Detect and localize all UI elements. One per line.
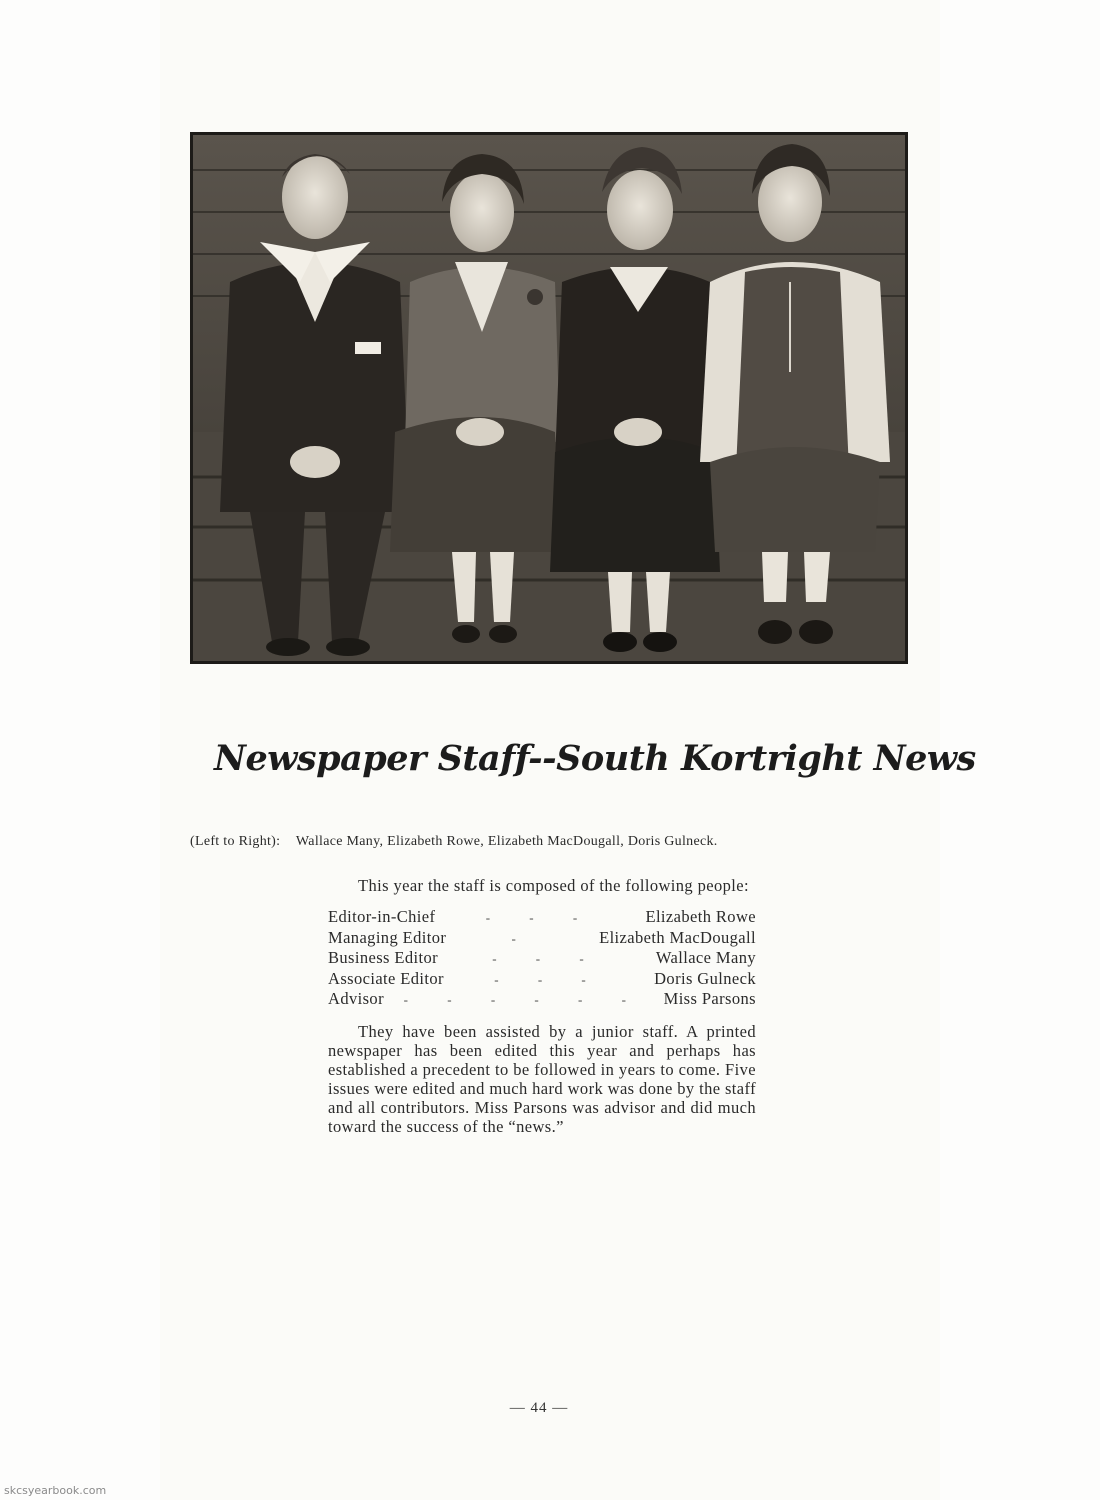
- site-watermark: skcsyearbook.com: [4, 1484, 107, 1497]
- group-photo-illustration: [190, 132, 908, 664]
- staff-group-photo: [190, 132, 908, 664]
- body-paragraph: They have been assisted by a junior staff. A printed newspaper has been edited this year and perhaps has established a precedent to be followed in years to come. Five issues were edited and much hard work was done by the staff and all contributors. Miss Parsons was advisor and did much toward the success of the “news.”: [328, 1021, 756, 1136]
- staff-row: [328, 907, 756, 928]
- photo-caption: [190, 834, 880, 850]
- staff-name: Elizabeth MacDougall: [599, 927, 756, 947]
- caption-lead: (Left to Right):: [190, 834, 281, 849]
- staff-role: Editor-in-Chief: [328, 907, 436, 926]
- staff-role: Advisor: [328, 989, 384, 1008]
- leader-dashes: ‐ ‐ ‐ ‐ ‐ ‐: [403, 992, 644, 1007]
- staff-name: Doris Gulneck: [654, 968, 756, 988]
- page-number: — 44 —: [509, 1400, 569, 1416]
- staff-name: Elizabeth Rowe: [645, 907, 756, 926]
- staff-name: Wallace Many: [655, 948, 756, 967]
- staff-role: Managing Editor: [328, 927, 447, 947]
- article-headline: Newspaper Staff--South Kortright News: [214, 738, 976, 779]
- staff-list: [328, 907, 756, 1010]
- article-body: [328, 876, 756, 1136]
- leader-dashes: ‐ ‐ ‐: [492, 951, 602, 966]
- staff-role: Associate Editor: [328, 968, 444, 988]
- leader-dashes: ‐: [511, 930, 534, 946]
- staff-row: [328, 969, 756, 990]
- staff-role: Business Editor: [328, 948, 439, 967]
- intro-paragraph: This year the staff is composed of the following people:: [358, 876, 749, 895]
- staff-row: [328, 928, 756, 949]
- leader-dashes: ‐ ‐ ‐: [494, 971, 604, 987]
- caption-names: Wallace Many, Elizabeth Rowe, Elizabeth MacDougall, Doris Gulneck.: [295, 834, 718, 849]
- staff-row: [328, 989, 756, 1010]
- staff-row: [328, 948, 756, 969]
- leader-dashes: ‐ ‐ ‐: [485, 910, 596, 925]
- staff-name: Miss Parsons: [663, 989, 756, 1008]
